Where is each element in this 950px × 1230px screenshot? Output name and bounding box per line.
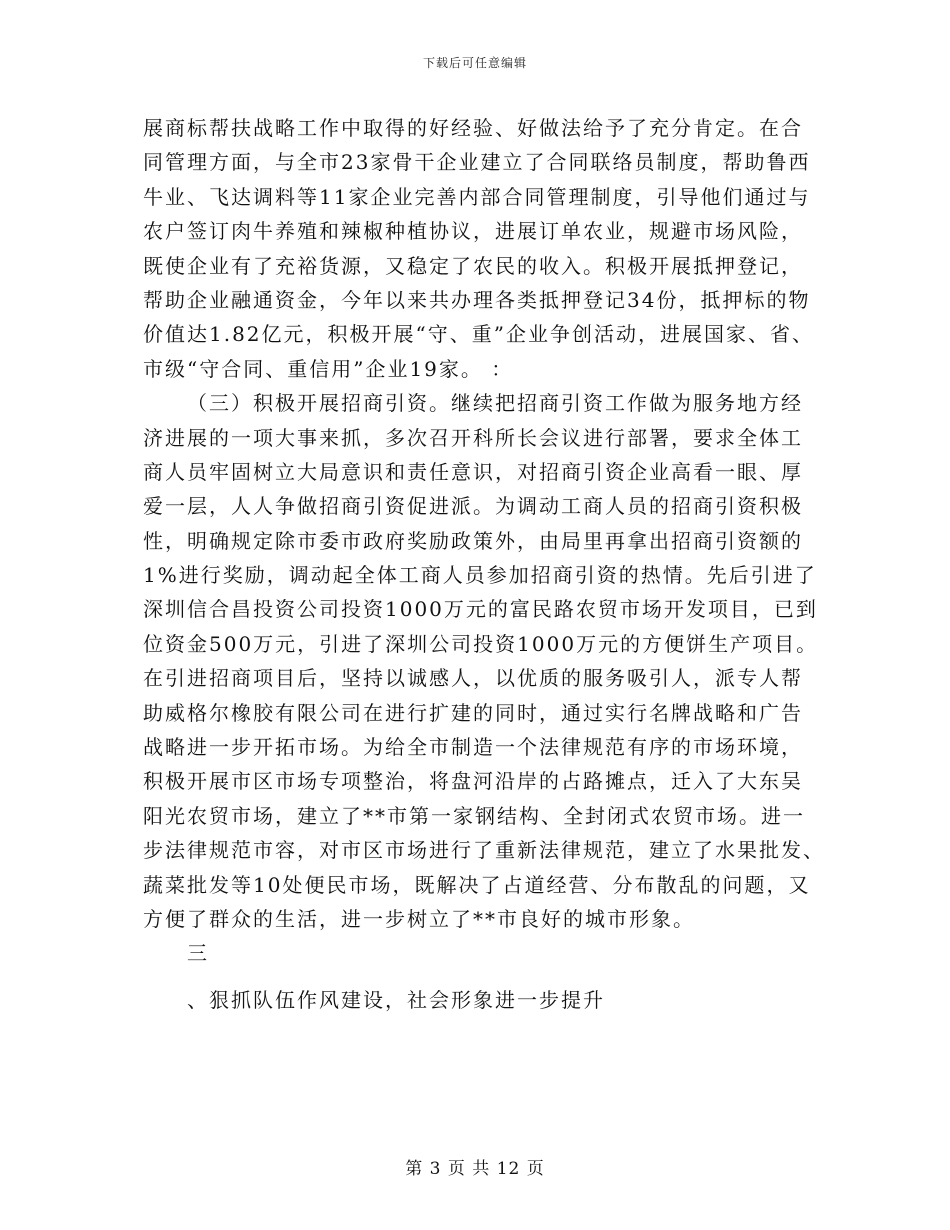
body-line: 展商标帮扶战略工作中取得的好经验、好做法给予了充分肯定。在合 xyxy=(143,116,803,140)
body-line: 既使企业有了充裕货源，又稳定了农民的收入。积极开展抵押登记， xyxy=(143,253,803,278)
body-line: 价值达1.82亿元，积极开展“守、重”企业争创活动，进展国家、省、 xyxy=(143,322,814,347)
document-body xyxy=(143,111,823,1017)
body-line: 战略进一步开拓市场。为给全市制造一个法律规范有序的市场环境， xyxy=(143,735,803,760)
body-line: 帮助企业融通资金，今年以来共办理各类抵押登记34份，抵押标的物 xyxy=(143,287,811,312)
body-line: 商人员牢固树立大局意识和责任意识，对招商引资企业高看一眼、厚 xyxy=(143,459,803,484)
body-line: 爱一层，人人争做招商引资促进派。为调动工商人员的招商引资积极 xyxy=(143,494,803,519)
section-number-line: 三 xyxy=(187,941,209,966)
page-header: 下载后可任意编辑 xyxy=(422,56,527,70)
body-line: 同管理方面，与全市23家骨干企业建立了合同联络员制度，帮助鲁西 xyxy=(143,150,811,175)
body-line: 步法律规范市容，对市区市场进行了重新法律规范，建立了水果批发、 xyxy=(143,838,825,863)
page-number-footer: 第 3 页 共 12 页 xyxy=(405,1159,545,1179)
body-line: 性，明确规定除市委市政府奖励政策外，由局里再拿出招商引资额的 xyxy=(143,528,803,553)
body-line: 牛业、飞达调料等11家企业完善内部合同管理制度，引导他们通过与 xyxy=(143,184,811,209)
body-line: 农户签订肉牛养殖和辣椒种植协议，进展订单农业，规避市场风险， xyxy=(143,219,803,244)
body-line: 在引进招商项目后，坚持以诚感人，以优质的服务吸引人，派专人帮 xyxy=(143,666,803,691)
body-line: 深圳信合昌投资公司投资1000万元的富民路农贸市场开发项目，已到 xyxy=(143,597,818,622)
body-line: 方便了群众的生活，进一步树立了**市良好的城市形象。 xyxy=(143,906,695,931)
body-line: 阳光农贸市场，建立了**市第一家钢结构、全封闭式农贸市场。进一 xyxy=(143,803,805,828)
spacer xyxy=(143,971,823,983)
body-line: 1%进行奖励，调动起全体工商人员参加招商引资的热情。先后引进了 xyxy=(143,563,817,588)
body-line: 市级“守合同、重信用”企业19家。 ： xyxy=(143,356,514,381)
body-line: 位资金500万元，引进了深圳公司投资1000万元的方便饼生产项目。 xyxy=(143,631,819,656)
body-line: 蔬菜批发等10处便民市场，既解决了占道经营、分布散乱的问题，又 xyxy=(143,872,811,897)
body-line: 济进展的一项大事来抓，多次召开科所长会议进行部署，要求全体工 xyxy=(143,425,803,450)
section-heading-line: 、狠抓队伍作风建设，社会形象进一步提升 xyxy=(187,987,605,1012)
section-heading-line: （三）积极开展招商引资。继续把招商引资工作做为服务地方经 xyxy=(187,391,803,416)
body-line: 助威格尔橡胶有限公司在进行扩建的同时，通过实行名牌战略和广告 xyxy=(143,700,803,725)
body-line: 积极开展市区市场专项整治，将盘河沿岸的占路摊点，迁入了大东吴 xyxy=(143,769,803,794)
